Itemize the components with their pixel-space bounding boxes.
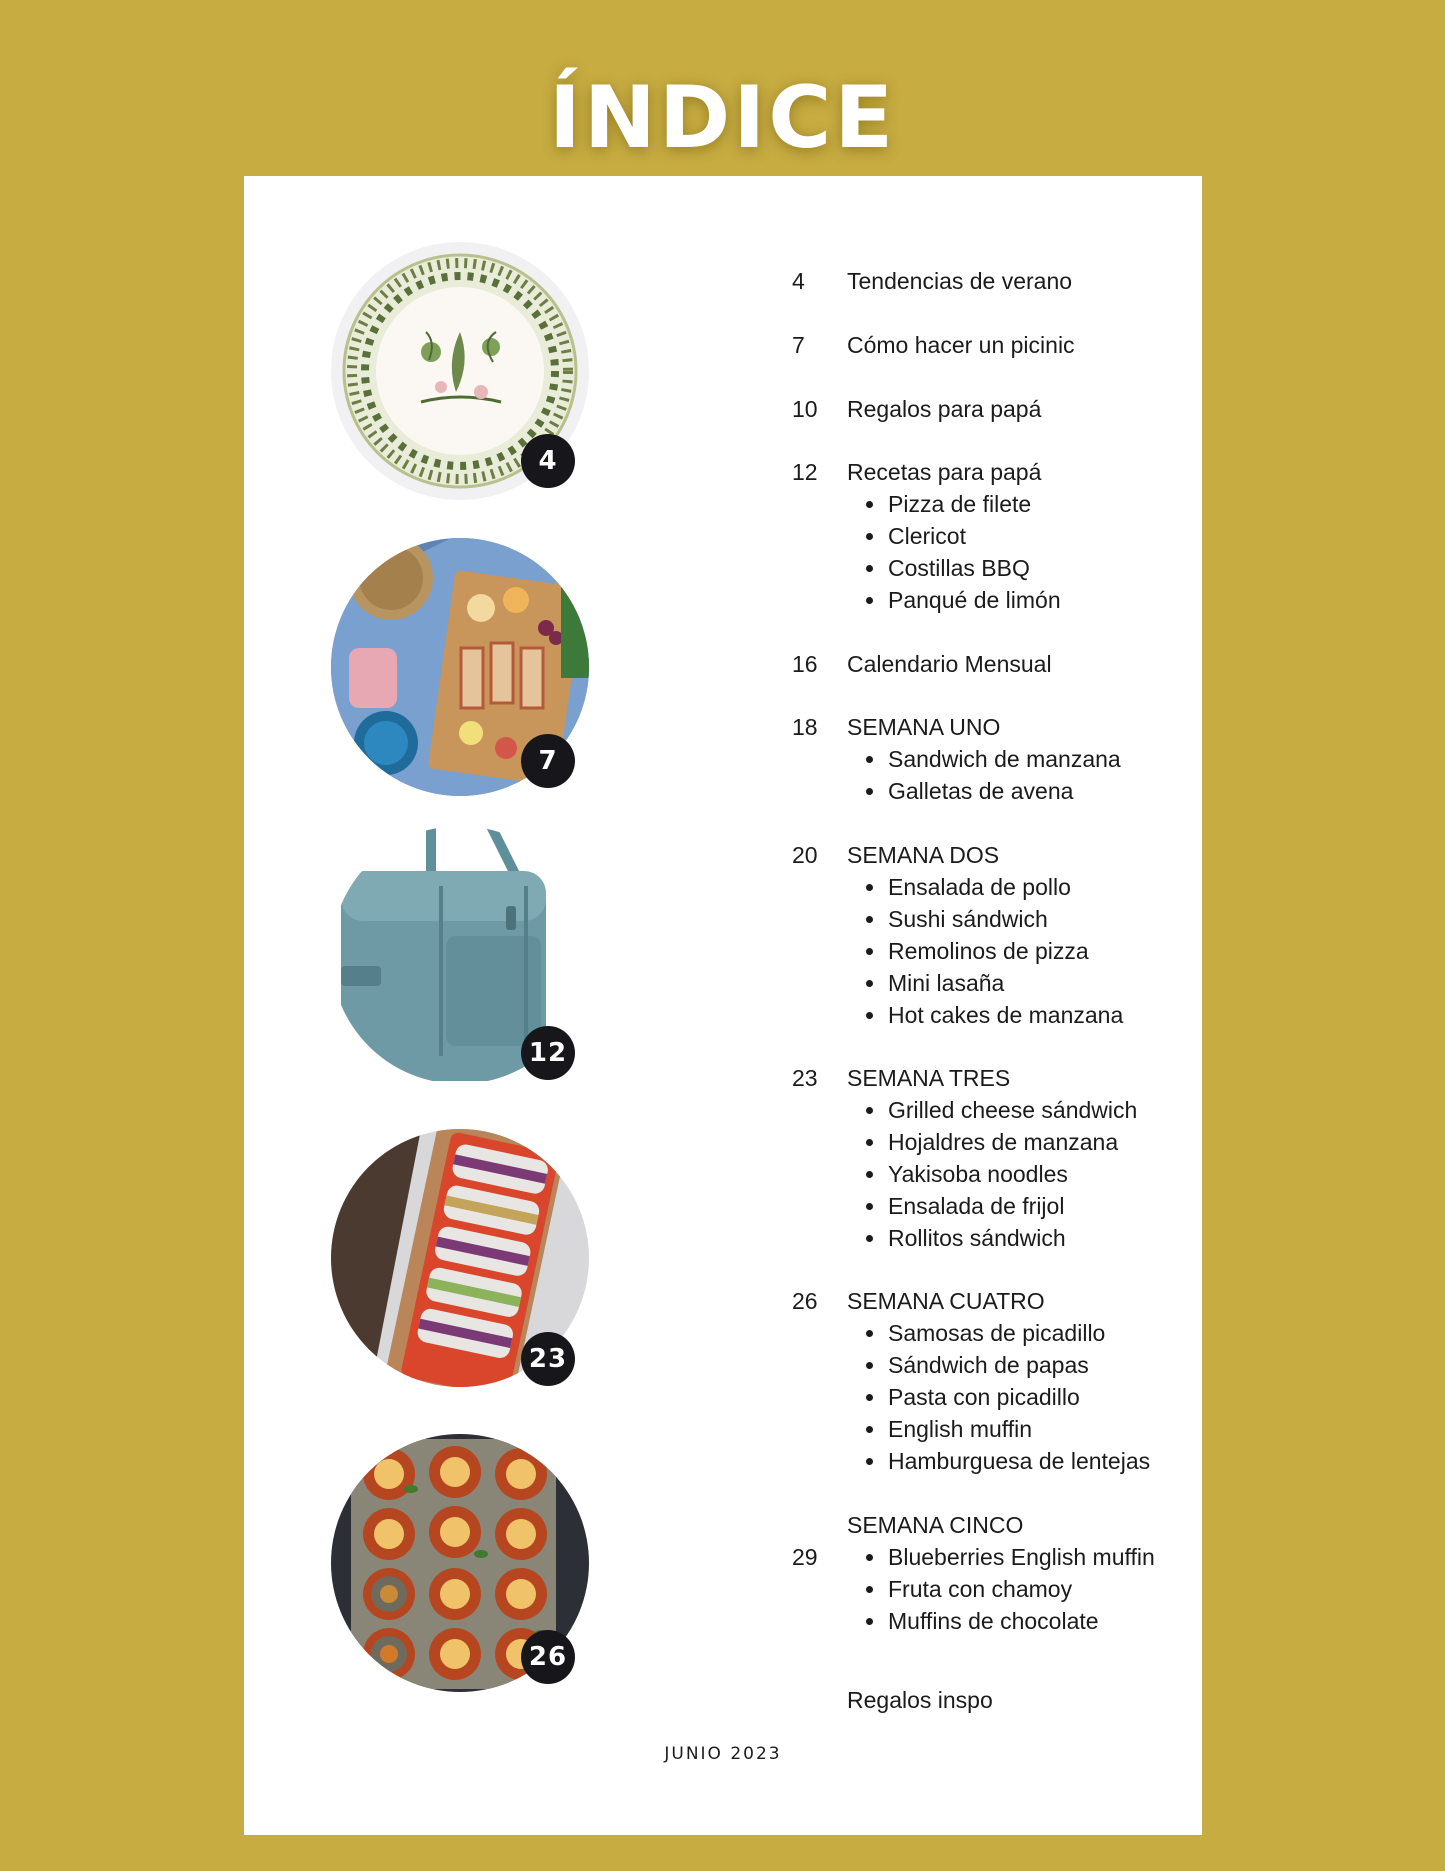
toc-sublist bbox=[847, 1541, 1155, 1637]
list-item[interactable]: • Panqué de limón bbox=[887, 584, 1061, 616]
page-badge: 7 bbox=[521, 734, 575, 788]
toc-page-number: 29 bbox=[792, 1544, 818, 1570]
toc-sublist bbox=[847, 743, 1121, 807]
list-item[interactable]: • Hot cakes de manzana bbox=[887, 999, 1123, 1031]
toc-page-number: 20 bbox=[792, 842, 818, 868]
toc-sublist bbox=[847, 871, 1123, 1031]
page-badge: 12 bbox=[521, 1026, 575, 1080]
list-item[interactable]: • Samosas de picadillo bbox=[887, 1317, 1150, 1349]
list-item[interactable]: • Costillas BBQ bbox=[887, 552, 1061, 584]
list-item[interactable]: • Ensalada de frijol bbox=[887, 1190, 1137, 1222]
list-item[interactable]: • English muffin bbox=[887, 1413, 1150, 1445]
issue-date: JUNIO 2023 bbox=[664, 1744, 782, 1764]
toc-page-number: 16 bbox=[792, 651, 818, 677]
list-item[interactable]: • Mini lasaña bbox=[887, 967, 1123, 999]
toc-label: SEMANA CUATRO bbox=[847, 1288, 1045, 1314]
toc-label: SEMANA TRES bbox=[847, 1065, 1011, 1091]
toc-label: SEMANA DOS bbox=[847, 842, 1000, 868]
toc-page-number: 4 bbox=[792, 268, 805, 294]
list-item[interactable]: • Muffins de chocolate bbox=[887, 1605, 1155, 1637]
toc-page-number: 7 bbox=[792, 332, 805, 358]
list-item[interactable]: • Galletas de avena bbox=[887, 775, 1121, 807]
list-item[interactable]: • Blueberries English muffin bbox=[887, 1541, 1155, 1573]
toc-label: Calendario Mensual bbox=[847, 651, 1052, 677]
table-of-contents bbox=[244, 176, 1202, 1835]
toc-page-number: 23 bbox=[792, 1065, 818, 1091]
list-item[interactable]: • Ensalada de pollo bbox=[887, 871, 1123, 903]
toc-label: SEMANA CINCO bbox=[847, 1512, 1024, 1538]
list-item[interactable]: • Sándwich de papas bbox=[887, 1349, 1150, 1381]
list-item[interactable]: • Rollitos sándwich bbox=[887, 1222, 1137, 1254]
list-item[interactable]: • Grilled cheese sándwich bbox=[887, 1094, 1137, 1126]
list-item[interactable]: • Hamburguesa de lentejas bbox=[887, 1445, 1150, 1477]
toc-label: Tendencias de verano bbox=[847, 268, 1073, 294]
toc-page-number: 26 bbox=[792, 1288, 818, 1314]
toc-sublist bbox=[847, 488, 1061, 616]
page-badge: 4 bbox=[521, 434, 575, 488]
toc-page-number: 18 bbox=[792, 714, 818, 740]
page-title: ÍNDICE bbox=[548, 68, 897, 168]
list-item[interactable]: • Sushi sándwich bbox=[887, 903, 1123, 935]
toc-sublist bbox=[847, 1317, 1150, 1477]
list-item[interactable]: • Clericot bbox=[887, 520, 1061, 552]
list-item[interactable]: • Hojaldres de manzana bbox=[887, 1126, 1137, 1158]
toc-label: Recetas para papá bbox=[847, 459, 1042, 485]
list-item[interactable]: • Yakisoba noodles bbox=[887, 1158, 1137, 1190]
toc-label: Regalos para papá bbox=[847, 396, 1042, 422]
toc-label: Cómo hacer un picinic bbox=[847, 332, 1075, 358]
list-item[interactable]: • Pizza de filete bbox=[887, 488, 1061, 520]
toc-page-number: 10 bbox=[792, 396, 818, 422]
index-card bbox=[244, 176, 1202, 1835]
toc-label: Regalos inspo bbox=[847, 1687, 993, 1713]
list-item[interactable]: • Remolinos de pizza bbox=[887, 935, 1123, 967]
page-badge: 23 bbox=[521, 1332, 575, 1386]
list-item[interactable]: • Sandwich de manzana bbox=[887, 743, 1121, 775]
list-item[interactable]: • Fruta con chamoy bbox=[887, 1573, 1155, 1605]
toc-page-number: 12 bbox=[792, 459, 818, 485]
toc-sublist bbox=[847, 1094, 1137, 1254]
toc-label: SEMANA UNO bbox=[847, 714, 1001, 740]
page-badge: 26 bbox=[521, 1630, 575, 1684]
list-item[interactable]: • Pasta con picadillo bbox=[887, 1381, 1150, 1413]
